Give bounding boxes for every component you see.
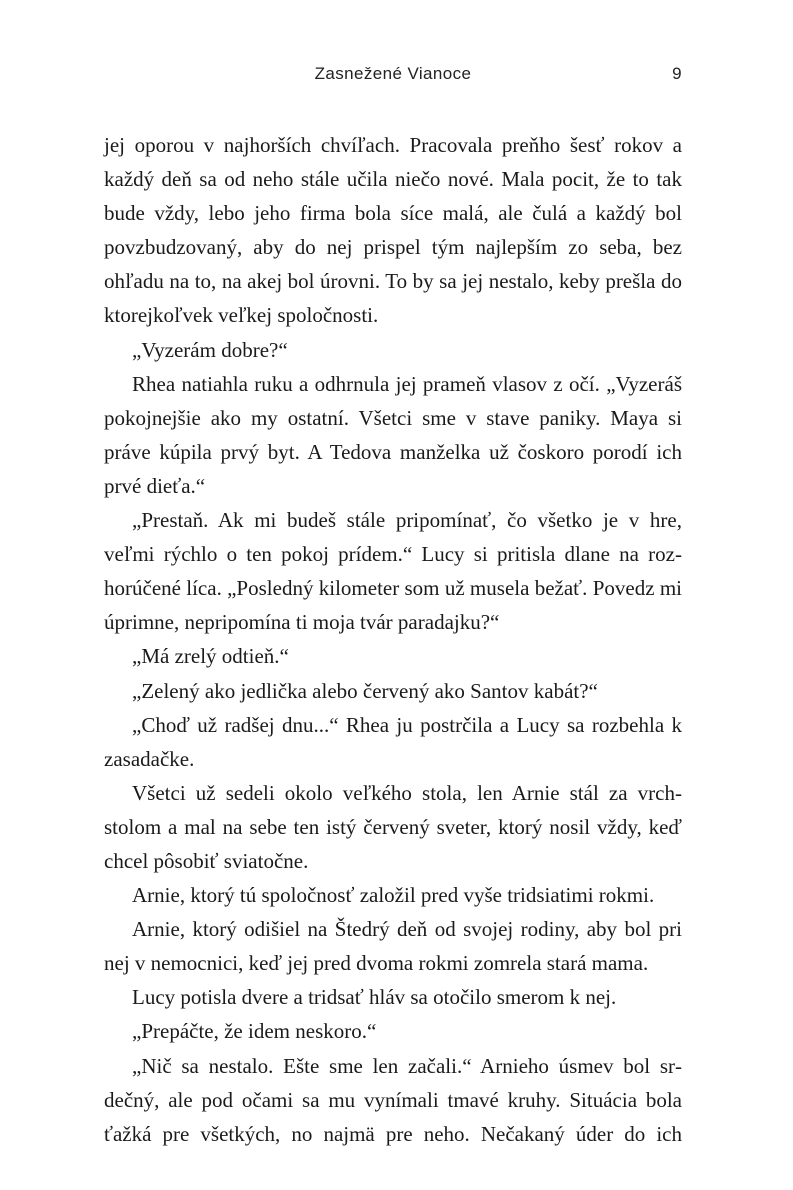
paragraph: „Nič sa nestalo. Ešte sme len začali.“ Arnieho úsmev bol srdečný, ale pod očami sa mu vynímali tmavé kruhy. Situácia bola ťažká pre všetkých, no najmä pre neho. Nečakaný úder do ich xyxy=(104,1053,682,1146)
paragraph: jej oporou v najhorších chvíľach. Pracovala preňho šesť rokov a každý deň sa od neho stále učila niečo nové. Mala pocit, že to tak bude vždy, lebo jeho firma bola síce malá, ale čulá a každý bol povzbudzovaný, aby do nej prispel tým najlepším zo seba, bez ohľadu na to, na akej bol úrovni. To by sa jej nestalo, keby prešla do ktorejkoľvek veľkej spoločnosti. xyxy=(104,133,682,328)
paragraph: Lucy potisla dvere a tridsať hláv sa otočilo smerom k nej. xyxy=(132,985,617,1010)
running-title: Zasnežené Vianoce xyxy=(314,64,472,83)
paragraph: Arnie, ktorý odišiel na Štedrý deň od svojej rodiny, aby bol pri nej v nemocnici, keď jej pred dvoma rokmi zomrela stará mama. xyxy=(104,917,682,976)
paragraph: „Má zrelý odtieň.“ xyxy=(132,644,289,669)
body-text xyxy=(104,128,682,1151)
paragraph: Arnie, ktorý tú spoločnosť založil pred vyše tridsiatimi rokmi. xyxy=(132,883,655,908)
paragraph: „Prestaň. Ak mi budeš stále pripomínať, čo všetko je v hre, veľmi rýchlo o ten pokoj prídem.“ Lucy si pritisla dlane na rozhorúčené líca. „Posledný kilometer som už musela bežať. Povedz mi úprimne, nepripomína ti moja tvár paradajku?“ xyxy=(104,508,682,635)
page-header xyxy=(104,64,682,88)
paragraph: „Vyzerám dobre?“ xyxy=(132,337,288,362)
page-number: 9 xyxy=(672,64,682,83)
paragraph: Rhea natiahla ruku a odhrnula jej prameň vlasov z očí. „Vyzeráš pokojnejšie ako my ostatní. Všetci sme v stave paniky. Maya si práve kúpila prvý byt. A Tedova manželka už čoskoro porodí ich prvé dieťa.“ xyxy=(104,371,682,498)
paragraph: Všetci už sedeli okolo veľkého stola, len Arnie stál za vrchstolom a mal na sebe ten istý červený sveter, ktorý nosil vždy, keď chcel pôsobiť sviatočne. xyxy=(104,780,682,873)
paragraph: „Zelený ako jedlička alebo červený ako Santov kabát?“ xyxy=(132,678,598,703)
paragraph: „Choď už radšej dnu...“ Rhea ju postrčila a Lucy sa rozbehla k zasadačke. xyxy=(104,712,682,771)
paragraph: „Prepáčte, že idem neskoro.“ xyxy=(132,1019,377,1044)
